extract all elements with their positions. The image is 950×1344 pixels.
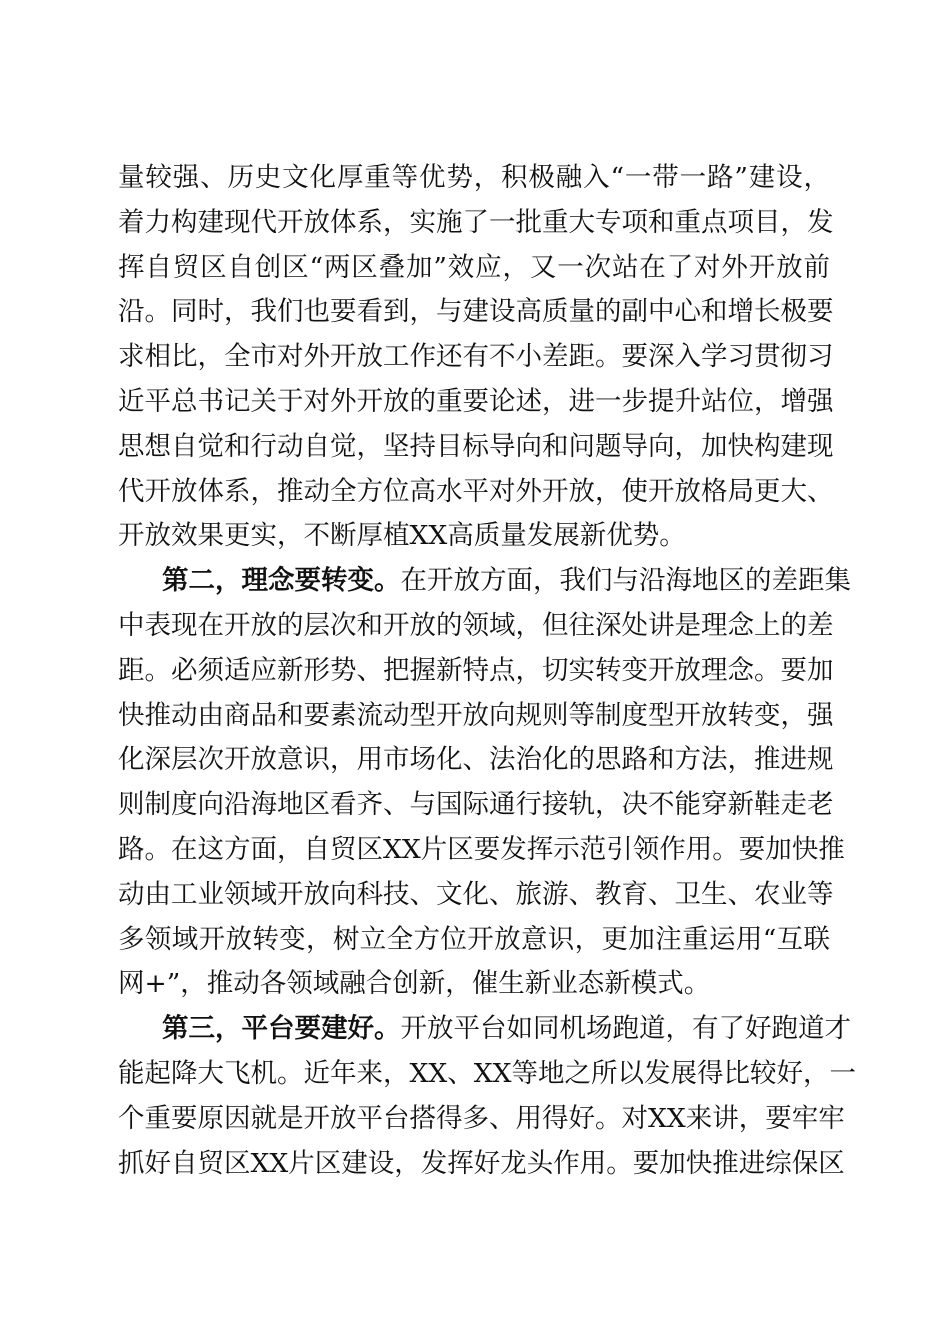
text-line: 抓好自贸区XX片区建设，发挥好龙头作用。要加快推进综保区 [118,1147,845,1179]
text-run: 在开放方面，我们与沿海地区的差距集 [400,565,851,597]
text-line: 挥自贸区自创区“两区叠加”效应，又一次站在了对外开放前 [118,251,830,283]
text-line: 多领域开放转变，树立全方位开放意识，更加注重运用“互联 [118,923,830,955]
paragraph-heading: 第三，平台要建好。 [162,1013,401,1045]
text-line: 化深层次开放意识，用市场化、法治化的思路和方法，推进规 [118,744,834,776]
text-line: 中表现在开放的层次和开放的领域，但往深处讲是理念上的差 [118,609,834,641]
text-run: 开放平台如同机场跑道，有了好跑道才 [400,1013,851,1045]
text-line: 沿。同时，我们也要看到，与建设高质量的副中心和增长极要 [118,296,834,328]
text-line: 个重要原因就是开放平台搭得多、用得好。对XX来讲，要牢牢 [118,1102,845,1134]
text-line: 路。在这方面，自贸区XX片区要发挥示范引领作用。要加快推 [118,833,845,865]
document-body [118,156,856,1186]
text-line: 网+”，推动各领域融合创新，催生新业态新模式。 [118,968,711,1000]
paragraph-opening [118,156,834,559]
paragraph-heading: 第二，理念要转变。 [162,565,401,597]
text-line: 近平总书记关于对外开放的重要论述，进一步提升站位，增强 [118,385,834,417]
paragraph-concept-change [118,559,851,1007]
text-line: 快推动由商品和要素流动型开放向规则等制度型开放转变，强 [118,699,834,731]
paragraph-platform-building [118,1007,856,1186]
text-line: 量较强、历史文化厚重等优势，积极融入“一带一路”建设， [118,162,830,193]
text-line: 能起降大飞机。近年来，XX、XX等地之所以发展得比较好，一 [118,1057,856,1089]
text-line: 则制度向沿海地区看齐、与国际通行接轨，决不能穿新鞋走老 [118,789,834,821]
text-line: 思想自觉和行动自觉，坚持目标导向和问题导向，加快构建现 [118,430,834,462]
text-line: 着力构建现代开放体系，实施了一批重大专项和重点项目，发 [118,206,834,238]
paragraph-first-line [118,1007,851,1052]
paragraph-first-line [118,559,851,604]
text-line: 开放效果更实，不断厚植XX高质量发展新优势。 [118,520,686,552]
text-line: 代开放体系，推动全方位高水平对外开放，使开放格局更大、 [118,475,834,507]
text-line: 求相比，全市对外开放工作还有不小差距。要深入学习贯彻习 [118,341,834,373]
text-line: 动由工业领域开放向科技、文化、旅游、教育、卫生、农业等 [118,878,834,910]
text-line: 距。必须适应新形势、把握新特点，切实转变开放理念。要加 [118,654,834,686]
